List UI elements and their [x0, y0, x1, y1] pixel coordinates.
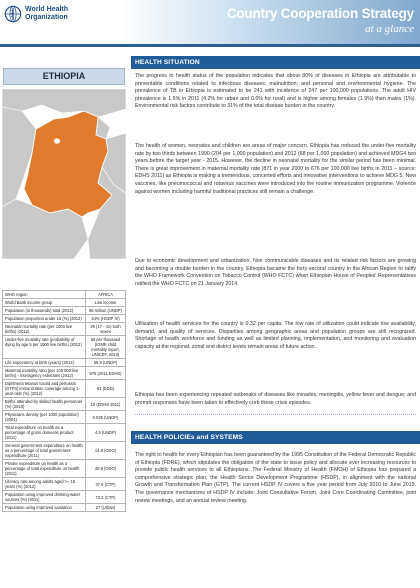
indicator-row — [3, 307, 126, 315]
indicator-label: Private expenditure on health as a percentage of total expenditure on health (2011) — [3, 460, 86, 478]
indicator-row — [3, 336, 126, 359]
indicator-value: AFRICA — [86, 291, 126, 299]
indicator-value: 10 (EDHS 2011) — [86, 398, 126, 411]
indicator-row — [3, 442, 126, 460]
indicator-label: Maternal mortality ratio (per 100 000 live births) - Interagency estimates (2012) — [3, 367, 86, 380]
indicator-label: World Bank income group — [3, 299, 86, 307]
indicator-value: 676 (2011 EDHS) — [86, 367, 126, 380]
indicator-row — [3, 359, 126, 367]
header-rule — [0, 44, 420, 47]
indicator-row — [3, 460, 126, 478]
indicator-label: Total expenditure on health as a percentage of gross domestic product (2011) — [3, 424, 86, 442]
right-column — [131, 56, 420, 588]
indicator-label: Population using improved drinking-water sources (%) (2011) — [3, 491, 86, 504]
indicator-row — [3, 315, 126, 323]
paragraph-health-situation-3: Due to economic development and urbanization, Non communicable diseases and its related risk factors are growing and becoming a double burden in the country. Ethiopia became the forty-second country in the African Region to ratify the WHO Framework Convention on Tobacco Control (WHO FCTC) when Ethiopian House of Peoples' Representatives ratified the WHO FCTC on 21 January 2014. — [135, 258, 416, 287]
indicator-value: 0.025 (UNDP) — [86, 411, 126, 424]
section-divider — [135, 414, 416, 415]
indicator-row — [3, 380, 126, 398]
paragraph-health-situation-2: The health of women, neonates and children are areas of major concern. Ethiopia has reduced the under-five mortality rate by two thirds between 1990 (204 per 1,000 population) and 2012 (68 per 1,000 population) and achieved MDG4 two years before the target year - 2015. However, the decline in neonatal mortality for the similar period has been minimal. There is great improvement in maternal mortality rate (871 in year 2000 to 676 per 100,000 live births in 2011 – source: EDHS 2011) as Ethiopia is making a tremendous, concerted efforts and innovative interventions to achieve MDG 5. New vaccines, like pneumococcal and rotavirus vaccines were introduced into the routine immunization programme. Violence against women including harmful traditional practices still remain a challenge. — [135, 143, 416, 195]
paragraph-health-situation-5: Ethiopia has been experiencing repeated outbreaks of diseases like measles, meningitis, yellow fever and dengue; and prompt responses have been taken to effectively curb these crisis episodes. — [135, 392, 416, 406]
indicator-value: 44% (HSDP IV) — [86, 315, 126, 323]
indicator-value: 59.9 (UNDP) — [86, 359, 126, 367]
indicator-row — [3, 367, 126, 380]
indicator-label: Physicians density (per 1000 population) (2004) — [3, 411, 86, 424]
left-column — [0, 56, 128, 588]
indicator-label: Life expectancy at birth (years) (2012) — [3, 359, 86, 367]
indicator-row — [3, 291, 126, 299]
indicator-value: 27 (Urban) — [86, 504, 126, 512]
indicator-label: Diphtheria tetanus toxoid and pertussis (DTP3) immunization coverage among 1-year-olds (%) (2012) — [3, 380, 86, 398]
indicator-label: Population using improved sanitation — [3, 504, 86, 512]
indicator-row — [3, 299, 126, 307]
document-subtitle: at a glance — [365, 23, 414, 35]
section-heading-health-policies: HEALTH POLICIEs and SYSTEMS — [131, 431, 420, 444]
page-header — [0, 0, 420, 52]
indicator-value: 37.6 (CTP) — [86, 478, 126, 491]
key-indicators-table — [2, 290, 126, 512]
indicator-value: 86 million (UNDP) — [86, 307, 126, 315]
indicator-label: General government expenditure on health as a percentage of total government expenditure (2011) — [3, 442, 86, 460]
indicator-label: Under-five mortality rate (probability of dying by age 5 per 1000 live births) (2012) — [3, 336, 86, 359]
indicator-row — [3, 478, 126, 491]
indicator-value: 4.9 (UNDP) — [86, 424, 126, 442]
indicator-label: Population (in thousands) total (2012) — [3, 307, 86, 315]
indicator-label: Births attended by skilled health personnel (%) (2010) — [3, 398, 86, 411]
country-name-banner: ETHIOPIA — [3, 68, 125, 85]
paragraph-health-policies-1: The right to health for every Ethiopian has been guaranteed by the 1995 Constitution of the Federal Democratic Republic of Ethiopia (FDRE), which stipulates the obligation of the state to issue policy and allocate ever increasing resources to provide public health services to all Ethiopians. The Federal Ministry of Health (FMOH) of Ethiopia has prepared a comprehensive strategic plan, the Health Sector Development Programme (HSDP), in alignment with the national Growth and Transformation Plan (GTP). The current HSDP IV covers a five year period from July 2010 to June 2015. The governance mechanisms of HSDP IV include: Joint Consultative Forum, Joint Core Coordinating Committee, joint review meetings, and an annual review meeting. — [135, 452, 416, 504]
who-emblem-icon — [4, 5, 22, 23]
org-name-line2: Organization — [25, 14, 68, 21]
indicator-row — [3, 504, 126, 512]
paragraph-health-situation-4: Utilization of health services for the country is 0.32 per capita. The low rate of utilization could indicate low availability, demand, and quality of services. Disparities among geographic areas and population groups are still recognized. Shortage of health workforce and funding as well as limited planning, implementation, and monitoring and evaluation capacity at the regional, zonal and district levels remain areas of future action. — [135, 321, 416, 350]
indicator-row — [3, 398, 126, 411]
indicator-value: Low income — [86, 299, 126, 307]
indicator-value: 73.3 (CTP) — [86, 491, 126, 504]
indicator-label: Neonatal mortality rate (per 1000 live births) (2012) — [3, 323, 86, 336]
org-name-line1: World Health — [25, 6, 69, 13]
indicator-row — [3, 491, 126, 504]
indicator-value: 14.8 (GDO) — [86, 442, 126, 460]
indicator-row — [3, 424, 126, 442]
indicator-row — [3, 323, 126, 336]
indicator-value: 40.9 (GDO) — [86, 460, 126, 478]
country-map — [2, 89, 126, 259]
indicator-value: 68 per thousand (IGME child mortality report, UNICEF, 2013) — [86, 336, 126, 359]
paragraph-health-situation-1: The progress in health status of the population indicates that about 80% of diseases in Ethiopia are attributable to preventable conditions related to infectious diseases, malnutrition; and personal and environmental hygiene. The prevalence of TB in Ethiopia is estimated to be 241 with incidence of 247 per 100,000 populations. The adult HIV prevalence is 1.5% in 2011 (4.2% for urban and 0.6% for rural) and is higher among females (1.9%) than males (1%). Environmental risk factors contribute to 31% of the total disease burden in the country. — [135, 73, 416, 110]
indicator-value: 61 (EDD) — [86, 380, 126, 398]
indicator-label: Population proportion under 15 (%) (2012) — [3, 315, 86, 323]
section-heading-health-situation: HEALTH SITUATION — [131, 56, 420, 69]
indicator-row — [3, 411, 126, 424]
document-title: Country Cooperation Strategy — [226, 6, 414, 21]
indicator-label: Literacy rate among adults aged >= 15 years (%) (2012) — [3, 478, 86, 491]
indicator-label: WHO region — [3, 291, 86, 299]
indicator-value: 29 (17 - 41) both sexes — [86, 323, 126, 336]
